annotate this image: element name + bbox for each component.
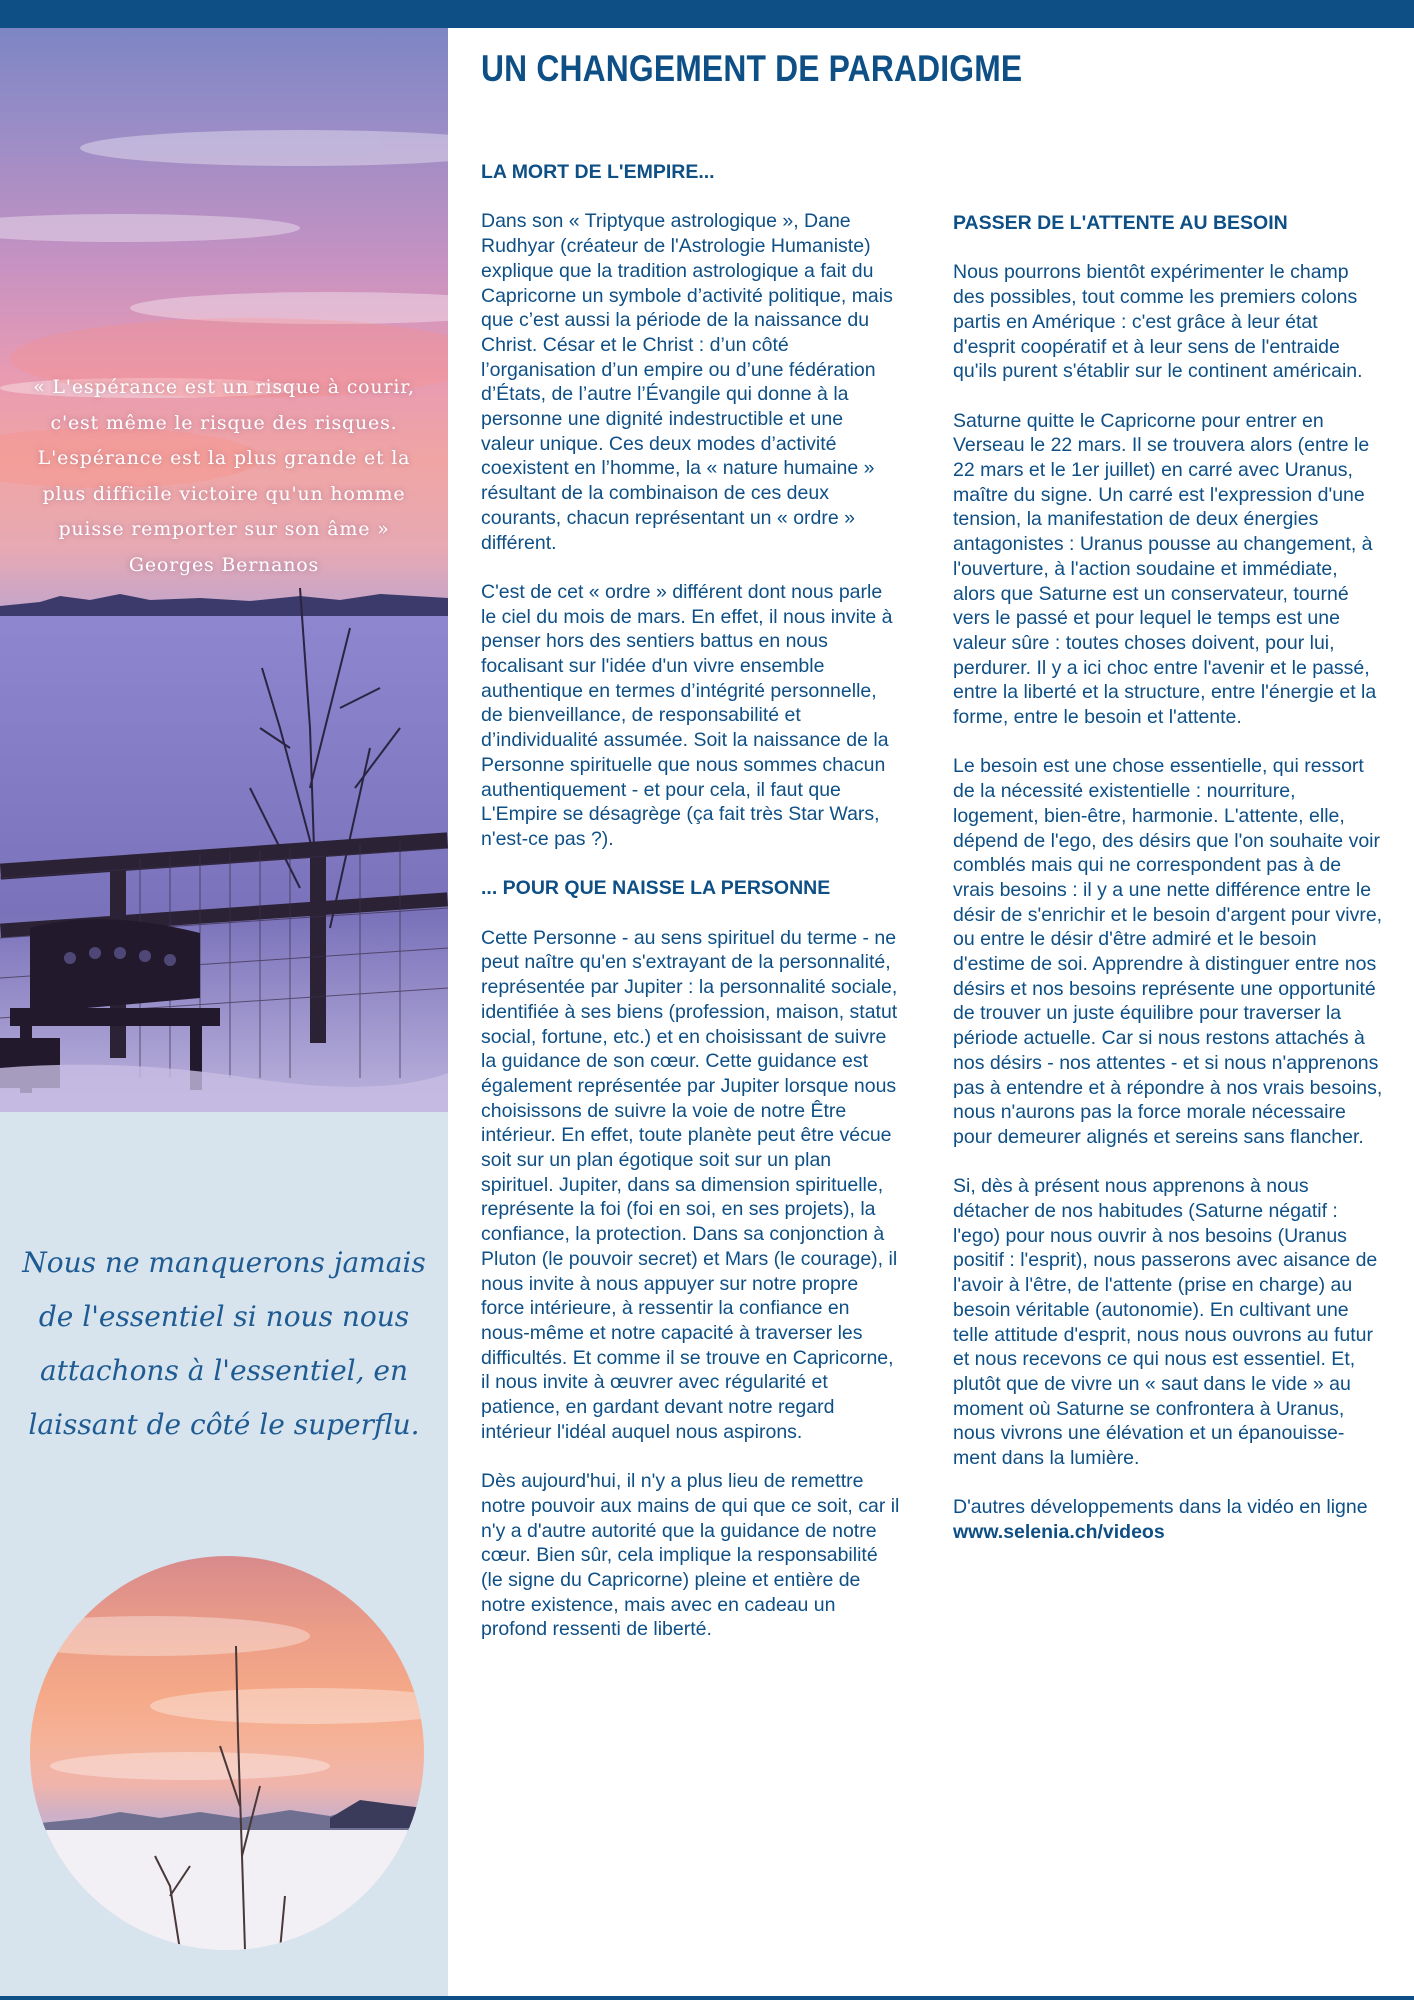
photo-quote-author: Georges Bernanos — [128, 553, 320, 576]
paragraph: Nous pourrons bientôt expérimenter le champ des possibles, tout comme les premiers colons partis en Amérique : c'est grâce à leur état d'esprit coopératif et à leur sens de l'entraide qu'ils purent s'établir sur le continent américain. — [953, 261, 1363, 383]
paragraph: C'est de cet « ordre » différent dont nous parle le ciel du mois de mars. En effet, il nous invite à penser hors des sentiers battus en nous focalisant sur l'idée d'un vivre ensemble authentique en termes d’intégrité personnelle, de bienveillance, de responsabilité et d’individualité assumée. Soit la naissance de la Personne spirituelle que nous sommes chacun authentiquement - et pour cela, il faut que L'Empire se désagrège (ça fait très Star Wars, n'est-ce pas ?). — [481, 580, 893, 850]
photo-quote — [20, 370, 428, 583]
photo-quote-text: « L'espérance est un risque à courir, c'est même le risque des risques. L'espérance est la plus grande et la plus difficile victoire qu'un homme puisse remporter sur son âme » — [33, 376, 415, 540]
top-bar — [0, 0, 1414, 28]
paragraph: Si, dès à présent nous apprenons à nous détacher de nos habitudes (Saturne négatif : l'ego) pour nous ouvrir à nos besoins (Uranus positif : l'esprit), nous passerons avec aisance de l'avoir à l'être, de l'attente (prise en charge) au besoin véritable (autonomie). En cultivant une telle attitude d'esprit, nous nous ouvrons au futur et nous recevons ce qui nous est essentiel. Et, plutôt que de vivre un « saut dans le vide » au moment où Saturne se confrontera à Uranus, nous vivrons une élévation et un épanouisse-ment dans la lumière. — [953, 1175, 1378, 1470]
section-heading-besoin: PASSER DE L'ATTENTE AU BESOIN — [953, 212, 1288, 234]
paragraph: Saturne quitte le Capricorne pour entrer en Verseau le 22 mars. Il se trouvera alors (entre le 22 mars et le 1er juillet) en carré avec Uranus, maître du signe. Un carré est l'expression d'une tension, la manifestation de deux énergies antagonistes : Uranus pousse au changement, à l'ouverture, à l'action soudaine et immédiate, alors que Saturne est un conservateur, tourné vers le passé et pour lequel le temps est une valeur sûre : toutes choses doivent, pour lui, perdurer. Il y a ici choc entre l'avenir et le passé, entre la liberté et la structure, entre l'énergie et la forme, entre le besoin et l'attente. — [953, 409, 1377, 729]
paragraph: Dès aujourd'hui, il n'y a plus lieu de remettre notre pouvoir aux mains de qui que ce soit, car il n'y a d'autre autorité que la guidance de notre cœur. Bien sûr, cela implique la responsabilité (le signe du Capricorne) pleine et entière de notre existence, mais avec en cadeau un profond ressenti de liberté. — [481, 1470, 900, 1641]
sunset-landscape-illustration — [30, 1556, 424, 1950]
paragraph: Dans son « Triptyque astrologique », Dane Rudhyar (créateur de l'Astrologie Humaniste) explique que la tradition astrologique a fait du Capricorne un symbole d’activité politique, mais que c’est aussi la période de la naissance du Christ. César et le Christ : d’un côté l’organisation d’un empire ou d’une fédération d’États, de l’autre l’Évangile qui donne à la personne une dignité indestructible et une valeur unique. Ces deux modes d’activité coexistent en l’homme, la « nature humaine » résultant de la combinaison de ces deux courants, chacun représentant un « ordre » différent. — [481, 210, 893, 554]
article-column-2 — [953, 211, 1383, 1570]
panel-quote: Nous ne manquerons jamais de l'essentiel si nous nous attachons à l'essentiel, en laissant de côté le superflu. — [22, 1246, 426, 1441]
video-link[interactable]: www.selenia.ch/videos — [953, 1521, 1165, 1544]
video-text: D'autres développements dans la vidéo en ligne — [953, 1496, 1368, 1519]
paragraph: Cette Personne - au sens spirituel du terme - ne peut naître qu'en s'extrayant de la personnalité, représentée par Jupiter : la personnalité sociale, identifiée à ses biens (profession, maison, statut social, fortune, etc.) et en choisissant de suivre la guidance de son cœur. Cette guidance est également représentée par Jupiter lorsque nous choisissons de suivre la voie de notre Être intérieur. En effet, toute planète peut être vécue soit sur un plan égotique soit sur un plan spirituel. Jupiter, dans sa dimension spirituelle, représente la foi (foi en soi, en ses projets), la confiance, la protection. Dans sa conjonction à Pluton (le pouvoir secret) et Mars (le courage), il nous invite à nous appuyer sur notre propre force intérieure, à ressentir la confiance en nous-même et notre capacité à traverser les difficultés. Et comme il se trouve en Capricorne, il nous invite à œuvrer avec régularité et patience, en gardant devant notre regard intérieur l'idéal auquel nous aspirons. — [481, 926, 898, 1443]
sunset-circle-photo — [30, 1556, 424, 1950]
section-heading-personne: ... POUR QUE NAISSE LA PERSONNE — [481, 877, 831, 900]
video-paragraph — [953, 1495, 1383, 1544]
bottom-line — [0, 1996, 1414, 2000]
section-heading-empire: LA MORT DE L'EMPIRE... — [481, 161, 715, 183]
paragraph: Le besoin est une chose essentielle, qui ressort de la nécessité existentielle : nourriture, logement, bien-être, harmonie. L'attente, elle, dépend de l'ego, des désirs que l'on souhaite voir comblés mais qui ne correspondent pas à de vrais besoins : il y a une nette différence entre le désir de s'enrichir et le besoin d'argent pour vivre, ou entre le désir d'être admiré et le besoin d'estime de soi. Apprendre à distinguer entre nos désirs et nos besoins représente une opportunité de trouver un juste équilibre pour traverser la période actuelle. Car si nous restons attachés à nos désirs - nos attentes - et si nous n'apprenons pas à entendre et à répondre à nos vrais besoins, nous n'aurons pas la force morale nécessaire pour demeurer alignés et sereins sans flancher. — [953, 755, 1383, 1148]
article-column-1 — [481, 160, 901, 1667]
page-title: UN CHANGEMENT DE PARADIGME — [481, 48, 1023, 89]
